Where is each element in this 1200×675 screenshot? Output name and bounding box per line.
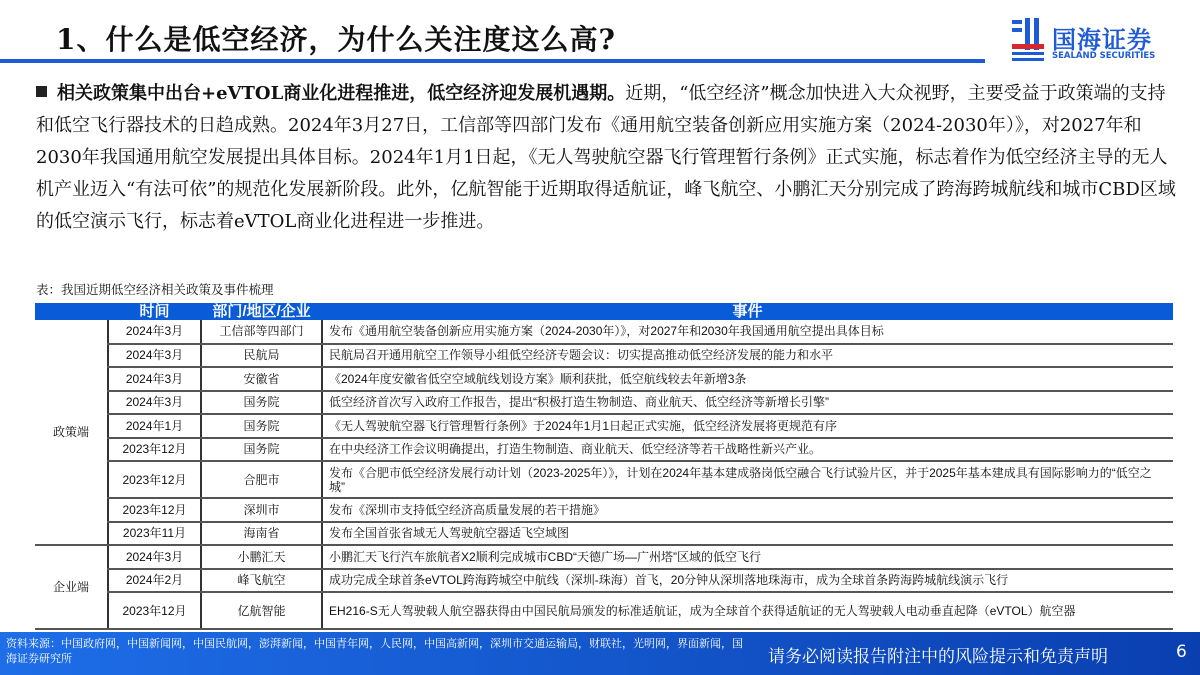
header-dept: 部门/地区/企业 xyxy=(201,303,322,320)
dept-cell: 深圳市 xyxy=(201,498,322,522)
footer-bar xyxy=(0,632,1200,675)
dept-cell: 峰飞航空 xyxy=(201,569,322,593)
event-cell: 发布《通用航空装备创新应用实施方案（2024-2030年）》，对2027年和2030年我国通用航空提出具体目标 xyxy=(322,320,1173,344)
summary-paragraph xyxy=(36,78,1176,238)
table-row xyxy=(35,592,1173,629)
table-row xyxy=(35,344,1173,368)
source-note: 资料来源：中国政府网，中国新闻网，中国民航网，澎湃新闻，中国青年网，人民网，中国高新网，深圳市交通运输局，财联社，光明网，界面新闻，国海证券研究所 xyxy=(6,637,743,665)
header-category xyxy=(35,303,108,320)
time-cell: 2023年12月 xyxy=(108,438,201,462)
dept-cell: 海南省 xyxy=(201,522,322,546)
bullet-square-icon xyxy=(36,86,47,97)
event-cell: 民航局召开通用航空工作领导小组低空经济专题会议：切实提高推动低空经济发展的能力和水平 xyxy=(322,344,1173,368)
time-cell: 2024年1月 xyxy=(108,414,201,438)
paragraph-lead: 相关政策集中出台+eVTOL商业化进程推进，低空经济迎发展机遇期。 xyxy=(57,83,626,104)
dept-cell: 合肥市 xyxy=(201,461,322,498)
category-cell: 政策端 xyxy=(35,320,108,545)
table-row xyxy=(35,569,1173,593)
policy-events-table xyxy=(35,303,1173,630)
time-cell: 2023年11月 xyxy=(108,522,201,546)
dept-cell: 小鹏汇天 xyxy=(201,545,322,569)
time-cell: 2024年3月 xyxy=(108,391,201,415)
time-cell: 2024年3月 xyxy=(108,320,201,344)
event-cell: 低空经济首次写入政府工作报告，提出“积极打造生物制造、商业航天、低空经济等新增长引擎” xyxy=(322,391,1173,415)
logo-text-en: SEALAND SECURITIES xyxy=(1052,51,1156,61)
time-cell: 2023年12月 xyxy=(108,592,201,629)
table-row xyxy=(35,414,1173,438)
table-row xyxy=(35,391,1173,415)
paragraph-body: 近期，“低空经济”概念加快进入大众视野，主要受益于政策端的支持和低空飞行器技术的日趋成熟。2024年3月27日，工信部等四部门发布《通用航空装备创新应用实施方案（2024-2030年）》，对2027年和2030年我国通用航空发展提出具体目标。2024年1月1日起，《无人驾驶航空器飞行管理暂行条例》正式实施，标志着作为低空经济主导的无人机产业迈入“有法可依”的规范化发展新阶段。此外，亿航智能于近期取得适航证，峰飞航空、小鹏汇天分别完成了跨海跨城航线和城市CBD区域的低空演示飞行，标志着eVTOL商业化进程进一步推进。 xyxy=(36,83,1176,232)
dept-cell: 民航局 xyxy=(201,344,322,368)
table-caption: 表：我国近期低空经济相关政策及事件梳理 xyxy=(36,282,274,297)
event-cell: EH216-S无人驾驶载人航空器获得由中国民航局颁发的标准适航证，成为全球首个获得适航证的无人驾驶载人电动垂直起降（eVTOL）航空器 xyxy=(322,592,1173,629)
event-cell: 发布《深圳市支持低空经济高质量发展的若干措施》 xyxy=(322,498,1173,522)
category-cell: 企业端 xyxy=(35,545,108,629)
disclaimer-link[interactable]: 请务必阅读报告附注中的风险提示和免责声明 xyxy=(768,647,1108,667)
page-number: 6 xyxy=(1176,642,1187,662)
time-cell: 2024年3月 xyxy=(108,545,201,569)
event-cell: 发布全国首张省域无人驾驶航空器适飞空域图 xyxy=(322,522,1173,546)
title-divider xyxy=(0,59,985,63)
table-row xyxy=(35,320,1173,344)
table-row xyxy=(35,498,1173,522)
event-cell: 《无人驾驶航空器飞行管理暂行条例》于2024年1月1日起正式实施，低空经济发展将更规范有序 xyxy=(322,414,1173,438)
dept-cell: 国务院 xyxy=(201,391,322,415)
sealand-logo xyxy=(1010,18,1180,66)
event-cell: 小鹏汇天飞行汽车旅航者X2顺利完成城市CBD“天德广场—广州塔”区域的低空飞行 xyxy=(322,545,1173,569)
table-row xyxy=(35,522,1173,546)
event-cell: 发布《合肥市低空经济发展行动计划（2023-2025年）》，计划在2024年基本建成骆岗低空融合飞行试验片区，并于2025年基本建成具有国际影响力的“低空之城” xyxy=(322,461,1173,498)
dept-cell: 工信部等四部门 xyxy=(201,320,322,344)
table-row xyxy=(35,438,1173,462)
time-cell: 2023年12月 xyxy=(108,461,201,498)
dept-cell: 国务院 xyxy=(201,414,322,438)
dept-cell: 国务院 xyxy=(201,438,322,462)
time-cell: 2024年3月 xyxy=(108,367,201,391)
dept-cell: 安徽省 xyxy=(201,367,322,391)
table-row xyxy=(35,367,1173,391)
time-cell: 2024年2月 xyxy=(108,569,201,593)
header-time: 时间 xyxy=(108,303,201,320)
header-event: 事件 xyxy=(322,303,1173,320)
event-cell: 《2024年度安徽省低空空域航线划设方案》顺利获批，低空航线较去年新增3条 xyxy=(322,367,1173,391)
logo-mark-icon xyxy=(1010,18,1046,62)
time-cell: 2024年3月 xyxy=(108,344,201,368)
logo-text-cn: 国海证券 xyxy=(1052,26,1152,54)
table-header xyxy=(35,303,1173,320)
time-cell: 2023年12月 xyxy=(108,498,201,522)
dept-cell: 亿航智能 xyxy=(201,592,322,629)
table-row xyxy=(35,461,1173,498)
slide-title: 1、什么是低空经济，为什么关注度这么高? xyxy=(56,23,616,56)
table-row xyxy=(35,545,1173,569)
event-cell: 在中央经济工作会议明确提出，打造生物制造、商业航天、低空经济等若干战略性新兴产业。 xyxy=(322,438,1173,462)
event-cell: 成功完成全球首条eVTOL跨海跨城空中航线（深圳-珠海）首飞，20分钟从深圳落地珠海市，成为全球首条跨海跨城航线演示飞行 xyxy=(322,569,1173,593)
